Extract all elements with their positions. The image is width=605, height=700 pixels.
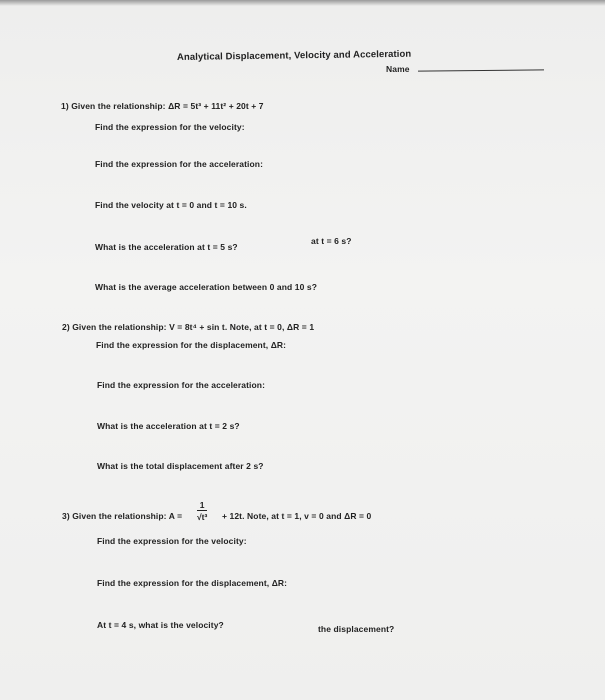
q1-velocity-at-prompt: Find the velocity at t = 0 and t = 10 s. — [95, 200, 247, 210]
top-shadow — [0, 0, 605, 6]
q3-displacement-prompt: Find the expression for the displacement, ΔR: — [97, 578, 288, 588]
q3-fraction-numerator: 1 — [197, 500, 207, 511]
name-label: Name — [386, 64, 410, 74]
q3-displacement-at-prompt: the displacement? — [318, 624, 395, 634]
q1-accel-at2-prompt: at t = 6 s? — [311, 236, 352, 246]
worksheet-title: Analytical Displacement, Velocity and Acceleration — [176, 48, 412, 63]
q2-intro: 2) Given the relationship: V = 8t⁴ + sin t. Note, at t = 0, ΔR = 1 — [62, 322, 315, 332]
q3-fraction — [197, 500, 207, 523]
q3-intro-start: 3) Given the relationship: A = — [62, 511, 183, 521]
q1-avg-accel-prompt: What is the average acceleration between 0 and 10 s? — [95, 282, 318, 292]
q2-accel-at-prompt: What is the acceleration at t = 2 s? — [97, 421, 240, 431]
q1-intro: 1) Given the relationship: ΔR = 5t³ + 11t² + 20t + 7 — [61, 101, 264, 111]
q2-total-disp-prompt: What is the total displacement after 2 s? — [97, 461, 264, 471]
q1-accel-at-prompt: What is the acceleration at t = 5 s? — [95, 242, 238, 252]
q1-acceleration-prompt: Find the expression for the acceleration: — [95, 159, 263, 169]
q1-velocity-prompt: Find the expression for the velocity: — [95, 122, 245, 132]
q3-fraction-denominator: √t³ — [197, 512, 208, 522]
q2-displacement-prompt: Find the expression for the displacement, ΔR: — [96, 340, 287, 350]
q2-acceleration-prompt: Find the expression for the acceleration: — [97, 380, 265, 390]
name-line — [418, 69, 544, 71]
q3-intro-end: + 12t. Note, at t = 1, v = 0 and ΔR = 0 — [222, 511, 372, 521]
q3-velocity-prompt: Find the expression for the velocity: — [97, 536, 247, 546]
q3-velocity-at-prompt: At t = 4 s, what is the velocity? — [97, 620, 224, 630]
